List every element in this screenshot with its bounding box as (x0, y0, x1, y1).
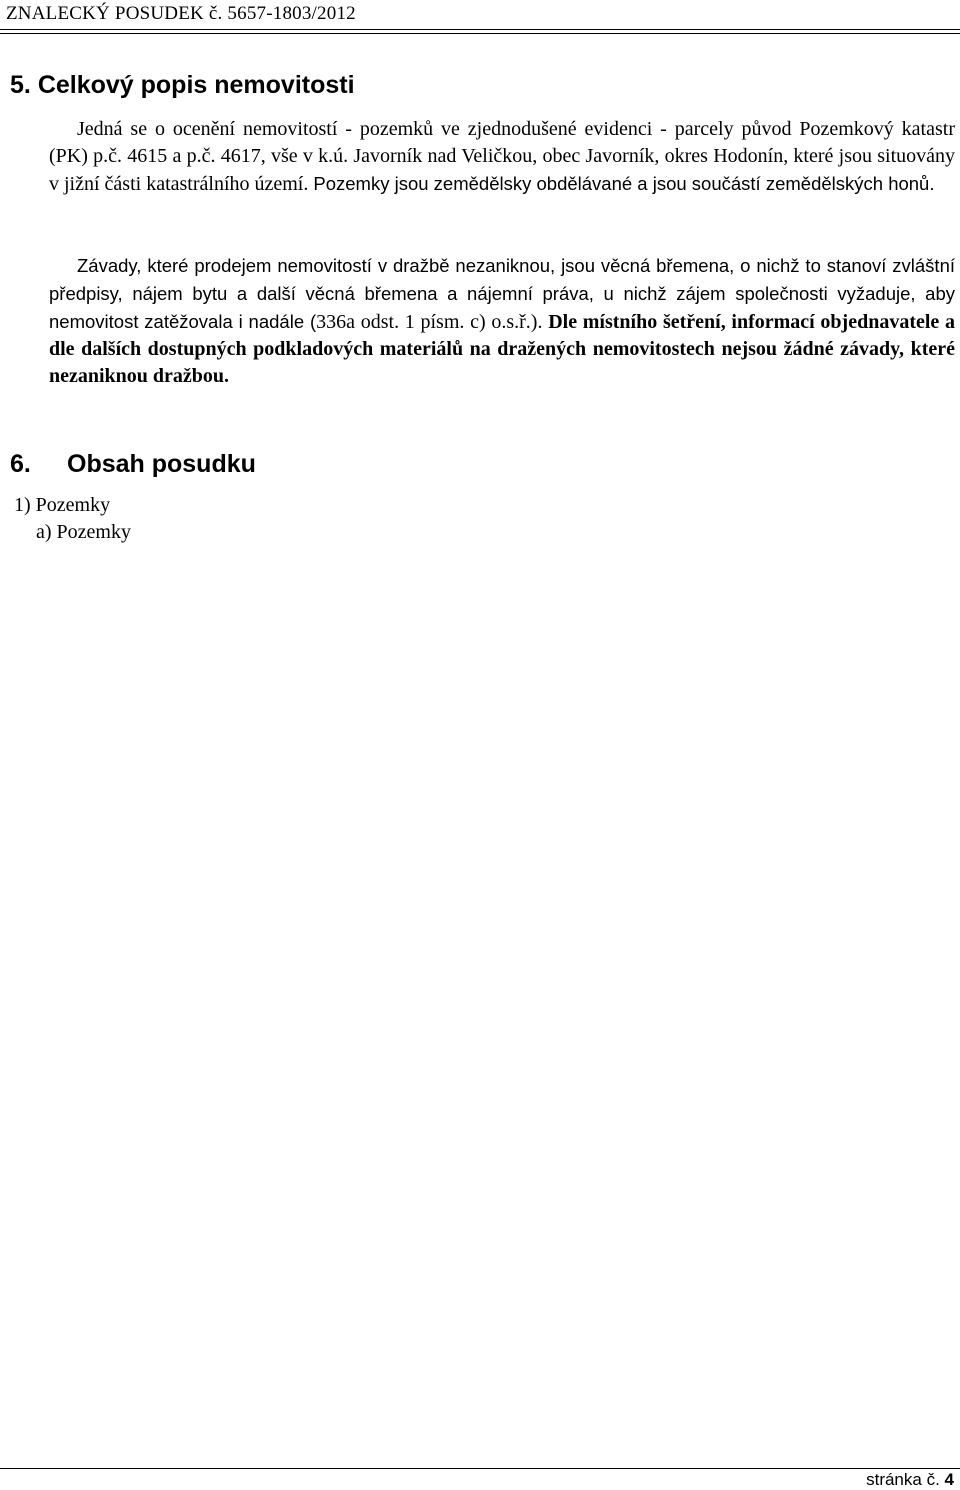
section-5-title: Celkový popis nemovitosti (37, 71, 355, 99)
list-item-label: a) (36, 521, 52, 543)
paragraph-2-text-c: o.s.ř.). (491, 311, 543, 333)
page-header (0, 0, 960, 30)
section-5-number: 5. (10, 71, 31, 99)
section-5-paragraph-1 (49, 116, 955, 198)
list-item-text: Pozemky (56, 521, 131, 543)
section-6-number: 6. (10, 450, 31, 478)
header-rule-secondary (0, 33, 960, 34)
document-title: ZNALECKÝ POSUDEK č. 5657-1803/2012 (6, 3, 356, 24)
page-footer (866, 1470, 954, 1490)
paragraph-2-text-a: Závady, které prodejem nemovitostí v dražbě nezaniknou, jsou věcná břemena, o nichž to stanoví zvláštní předpisy, nájem bytu a další věcná břemena a nájemní práva, u nichž zájem společnosti vyžaduje, aby nemovitost zatěžovala i nadále ( (49, 255, 955, 332)
paragraph-1-sans-text: Pozemky jsou zemědělsky obdělávané a jsou součástí zemědělských honů. (313, 173, 935, 194)
section-6-heading (10, 450, 256, 479)
list-item-text: Pozemky (35, 494, 111, 516)
header-rule (0, 29, 960, 30)
section-5-paragraph-2 (49, 252, 955, 390)
footer-rule (0, 1468, 960, 1469)
page-label: stránka č. (866, 1470, 940, 1489)
section-6-title: Obsah posudku (67, 450, 256, 478)
list-item-label: 1) (14, 494, 31, 516)
list-item (14, 494, 110, 517)
paragraph-2-bold-text: Dle místního šetření, informací objednavatele a dle dalších dostupných podkladových materiálů na dražených nemovitostech nejsou žádné závady, které nezaniknou dražbou. (49, 311, 956, 387)
list-item (36, 521, 131, 544)
section-5-heading (10, 71, 355, 100)
paragraph-1-serif-text: Jedná se o ocenění nemovitostí - pozemků ve zjednodušené evidenci - parcely původ Pozemkový katastr (PK) p.č. 4615 a p.č. 4617, vše v k.ú. Javorník nad Veličkou, obec Javorník, okres Hodonín, které jsou situovány v jižní části katastrálního území. (49, 118, 955, 195)
page-number: 4 (944, 1470, 954, 1489)
paragraph-2-text-b: 336a odst. 1 písm. c) (316, 311, 486, 333)
